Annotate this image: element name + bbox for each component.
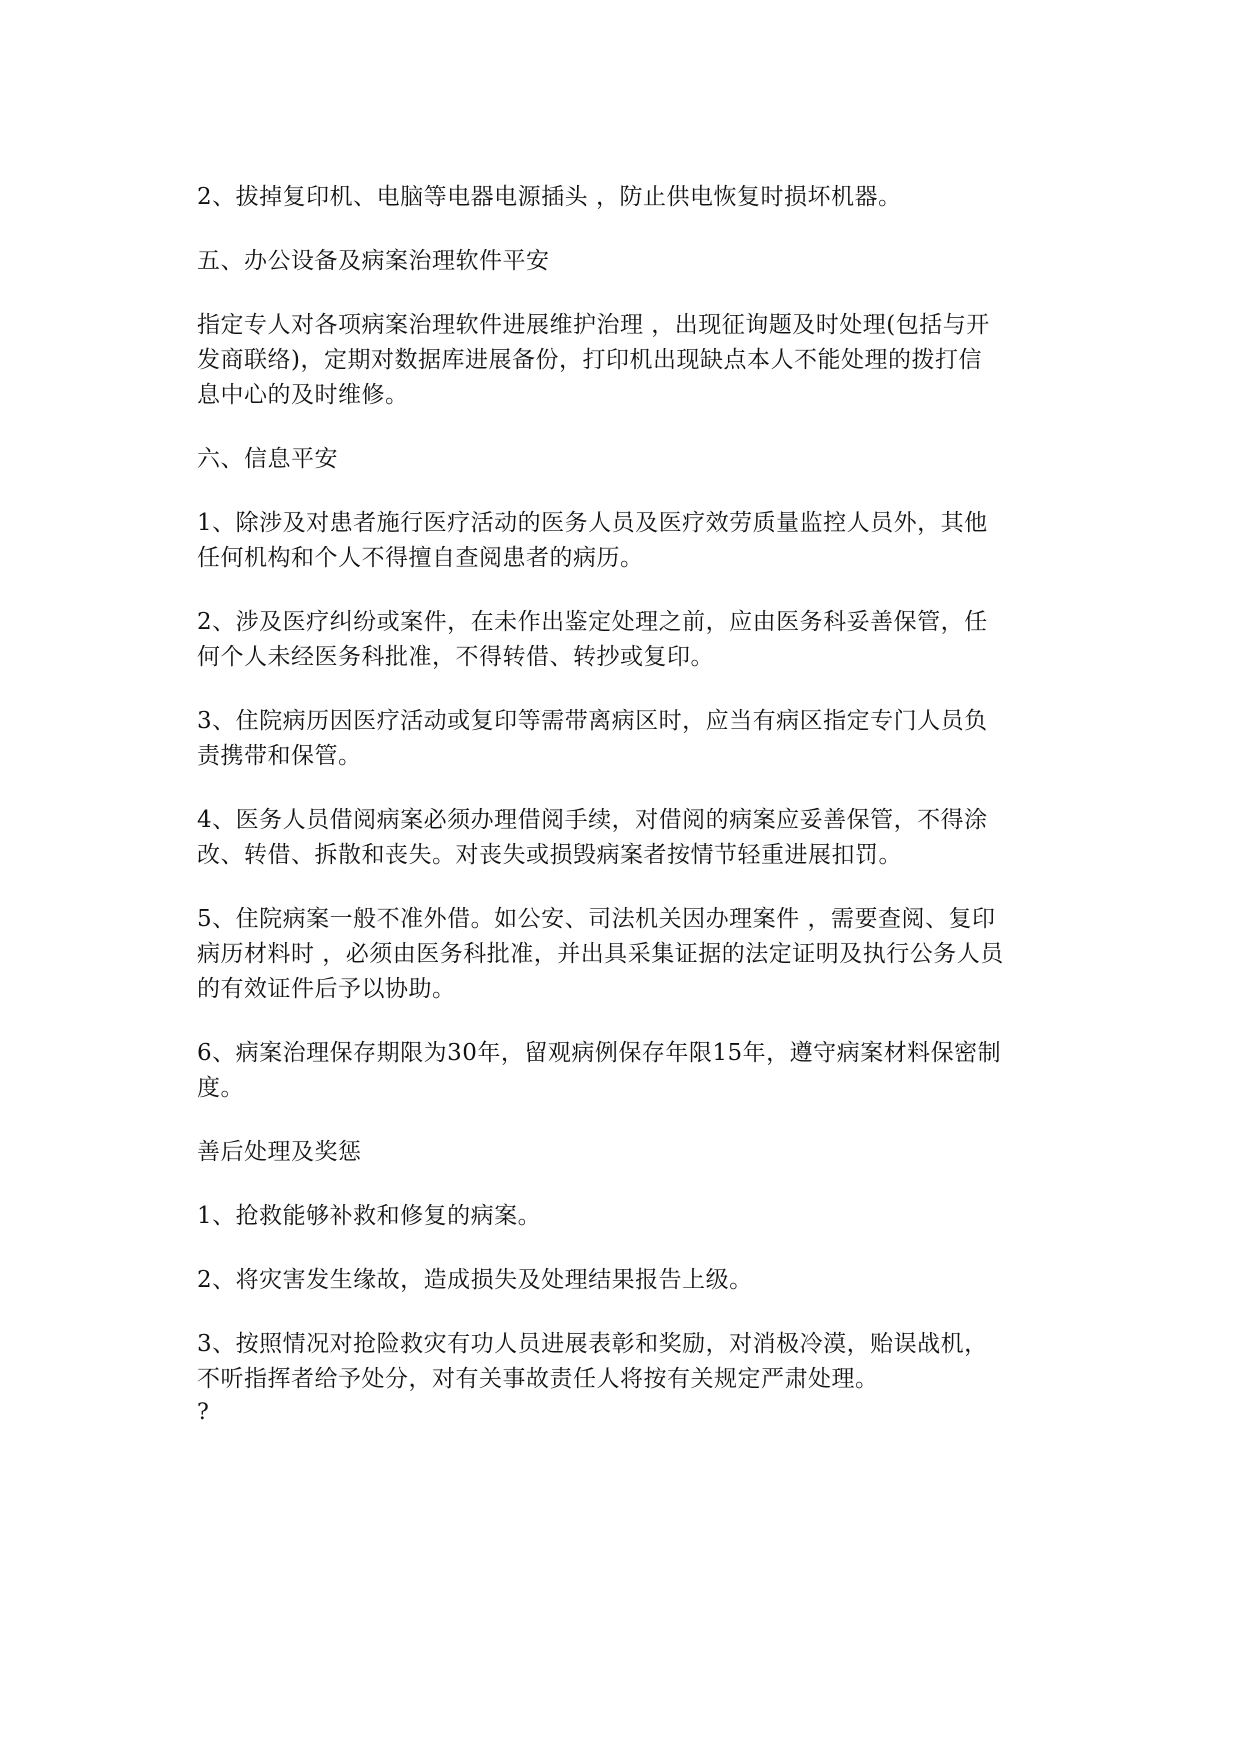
paragraph-line: 1、抢救能够补救和修复的病案。 xyxy=(197,1203,542,1229)
paragraph-line: 4、医务人员借阅病案必须办理借阅手续，对借阅的病案应妥善保管，不得涂 xyxy=(197,807,988,833)
paragraph-external-lending xyxy=(197,902,1057,1007)
paragraph-unplug-devices xyxy=(197,180,1057,215)
paragraph-rewards-penalties xyxy=(197,1327,1057,1397)
section-heading: 五、办公设备及病案治理软件平安 xyxy=(197,248,550,274)
paragraph-line: 指定专人对各项病案治理软件进展维护治理 ，出现征询题及时处理(包括与开 xyxy=(197,312,990,338)
section-heading-office-equipment xyxy=(197,244,1057,279)
paragraph-line: 的有效证件后予以协助。 xyxy=(197,976,456,1002)
paragraph-line: 病历材料时 ，必须由医务科批准，并出具采集证据的法定证明及执行公务人员 xyxy=(197,941,1004,967)
paragraph-line: 不听指挥者给予处分，对有关事故责任人将按有关规定严肃处理。 xyxy=(197,1366,879,1392)
section-heading: 善后处理及奖惩 xyxy=(197,1139,362,1165)
paragraph-line: 改、转借、拆散和丧失。对丧失或损毁病案者按情节轻重进展扣罚。 xyxy=(197,842,902,868)
paragraph-line: 3、按照情况对抢险救灾有功人员进展表彰和奖励，对消极冷漠，贻误战机， xyxy=(197,1331,988,1357)
paragraph-retention-period xyxy=(197,1036,1057,1106)
section-heading-information-security xyxy=(197,442,1057,477)
paragraph-line: 3、住院病历因医疗活动或复印等需带离病区时，应当有病区指定专门人员负 xyxy=(197,708,988,734)
paragraph-line: 2、将灾害发生缘故，造成损失及处理结果报告上级。 xyxy=(197,1267,753,1293)
paragraph-line: 2、涉及医疗纠纷或案件，在未作出鉴定处理之前，应由医务科妥善保管，任 xyxy=(197,609,988,635)
paragraph-dispute-records xyxy=(197,605,1057,675)
section-heading: 六、信息平安 xyxy=(197,446,338,472)
paragraph-line: 5、住院病案一般不准外借。如公安、司法机关因办理案件 ，需要查阅、复印 xyxy=(197,906,996,932)
paragraph-line: 责携带和保管。 xyxy=(197,743,362,769)
trailing-question-mark: ? xyxy=(197,1400,209,1425)
paragraph-line: 2、拔掉复印机、电脑等电器电源插头 ，防止供电恢复时损坏机器。 xyxy=(197,184,902,210)
paragraph-inpatient-records-transport xyxy=(197,704,1057,774)
paragraph-software-maintenance xyxy=(197,308,1057,413)
paragraph-line: 何个人未经医务科批准，不得转借、转抄或复印。 xyxy=(197,644,714,670)
paragraph-borrowing-procedure xyxy=(197,803,1057,873)
paragraph-line: 息中心的及时维修。 xyxy=(197,382,409,408)
document-body xyxy=(197,180,1057,1429)
paragraph-line: 度。 xyxy=(197,1075,244,1101)
paragraph-line: 6、病案治理保存期限为30年，留观病例保存年限15年，遵守病案材料保密制 xyxy=(197,1040,1002,1066)
paragraph-record-access xyxy=(197,506,1057,576)
paragraph-line: 发商联络)，定期对数据库进展备份，打印机出现缺点本人不能处理的拨打信 xyxy=(197,347,982,373)
paragraph-report-disaster xyxy=(197,1263,1057,1298)
paragraph-line: 1、除涉及对患者施行医疗活动的医务人员及医疗效劳质量监控人员外，其他 xyxy=(197,510,988,536)
paragraph-line: 任何机构和个人不得擅自查阅患者的病历。 xyxy=(197,545,644,571)
section-heading-aftermath xyxy=(197,1135,1057,1170)
paragraph-rescue-records xyxy=(197,1199,1057,1234)
